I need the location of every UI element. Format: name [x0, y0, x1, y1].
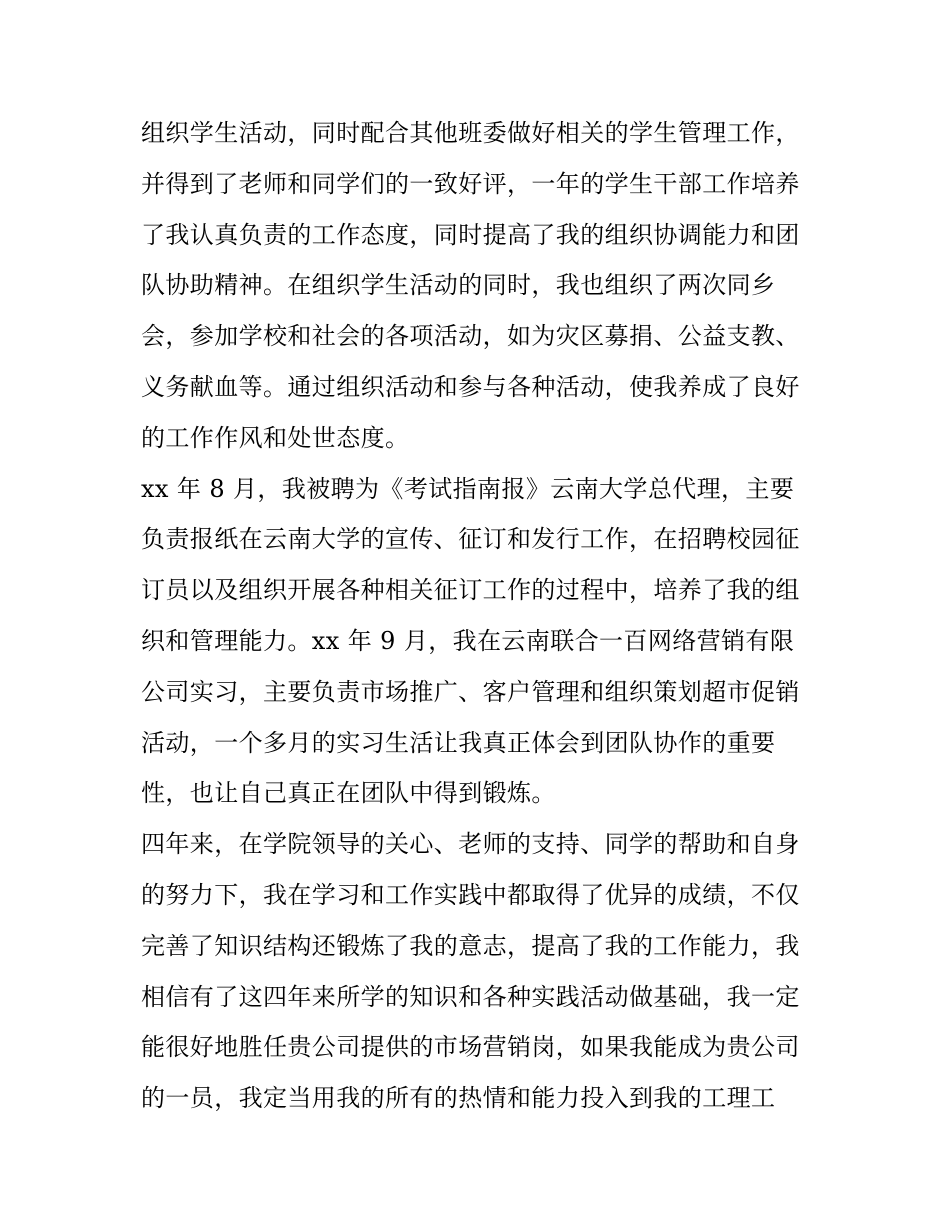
- text-line: 四年来，在学院领导的关心、老师的支持、同学的帮助和自身: [141, 830, 800, 859]
- text-line: 队协助精神。在组织学生活动的同时，我也组织了两次同乡: [141, 271, 776, 300]
- text-line: 能很好地胜任贵公司提供的市场营销岗，如果我能成为贵公司: [141, 1033, 800, 1062]
- text-line: 的努力下，我在学习和工作实践中都取得了优异的成绩，不仅: [141, 880, 800, 909]
- text-line: 的工作作风和处世态度。: [141, 423, 410, 452]
- text-line: 完善了知识结构还锻炼了我的意志，提高了我的工作能力，我: [141, 931, 800, 960]
- text-line: 性，也让自己真正在团队中得到锻炼。: [141, 779, 556, 808]
- text-line: 负责报纸在云南大学的宣传、征订和发行工作，在招聘校园征: [141, 525, 800, 554]
- text-line: 织和管理能力。xx 年 9 月，我在云南联合一百网络营销有限: [141, 626, 795, 655]
- text-line: 组织学生活动，同时配合其他班委做好相关的学生管理工作，: [141, 119, 800, 147]
- text-line: 公司实习，主要负责市场推广、客户管理和组织策划超市促销: [141, 677, 800, 706]
- body-text: [141, 108, 821, 1124]
- text-line: 订员以及组织开展各种相关征订工作的过程中，培养了我的组: [141, 576, 800, 605]
- text-line: 的一员，我定当用我的所有的热情和能力投入到我的工理工: [141, 1084, 776, 1113]
- text-line: 会，参加学校和社会的各项活动，如为灾区募捐、公益支教、: [141, 322, 800, 351]
- text-line: 义务献血等。通过组织活动和参与各种活动，使我养成了良好: [141, 372, 800, 401]
- text-line: 相信有了这四年来所学的知识和各种实践活动做基础，我一定: [141, 982, 800, 1011]
- text-line: 了我认真负责的工作态度，同时提高了我的组织协调能力和团: [141, 220, 800, 249]
- text-line: 并得到了老师和同学们的一致好评，一年的学生干部工作培养: [141, 169, 800, 198]
- text-line: xx 年 8 月，我被聘为《考试指南报》云南大学总代理，主要: [141, 474, 795, 503]
- text-line: 活动，一个多月的实习生活让我真正体会到团队协作的重要: [141, 728, 776, 757]
